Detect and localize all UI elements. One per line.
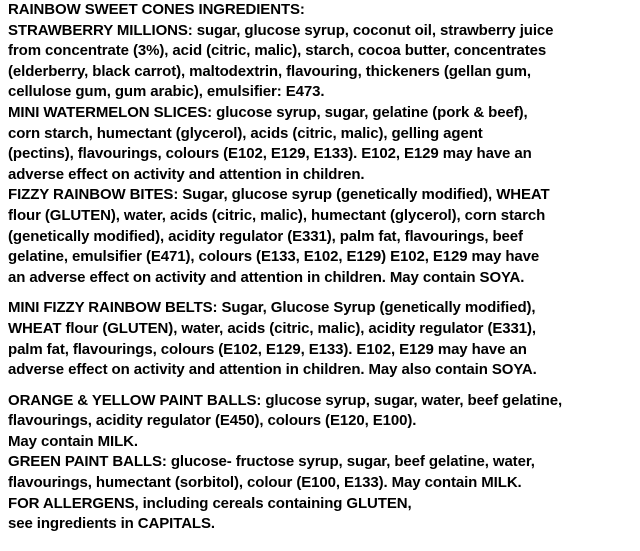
text-line: STRAWBERRY MILLIONS: sugar, glucose syrup, coconut oil, strawberry juice [8,21,554,39]
text-line: flavourings, acidity regulator (E450), colours (E120, E100). [8,412,417,430]
text-line: (elderberry, black carrot), maltodextrin, flavouring, thickeners (gellan gum, [8,62,531,80]
text-line: GREEN PAINT BALLS: glucose- fructose syrup, sugar, beef gelatine, water, [8,453,535,471]
ingredients-label [8,0,638,535]
text-line: an adverse effect on activity and attention in children. May contain SOYA. [8,268,525,286]
text-line: from concentrate (3%), acid (citric, malic), starch, cocoa butter, concentrates [8,42,547,60]
text-line: May contain MILK. [8,432,138,450]
text-line: FIZZY RAINBOW BITES: Sugar, glucose syrup (genetically modified), WHEAT [8,186,550,204]
text-line: flavourings, humectant (sorbitol), colour (E100, E133). May contain MILK. [8,474,522,492]
section-orange-yellow-paint-balls [8,391,638,453]
section-mini-fizzy-rainbow-belts [8,298,638,380]
label-title: RAINBOW SWEET CONES INGREDIENTS: [8,1,305,18]
text-line: see ingredients in CAPITALS. [8,515,215,533]
text-line: gelatine, emulsifier (E471), colours (E133, E102, E129) E102, E129 may have [8,248,540,266]
text-line: (pectins), flavourings, colours (E102, E129, E133). E102, E129 may have an [8,145,532,163]
section-fizzy-rainbow-bites [8,185,638,288]
text-line: adverse effect on activity and attention in children. [8,165,365,183]
text-line: corn starch, humectant (glycerol), acids (citric, malic), gelling agent [8,124,483,142]
section-green-paint-balls [8,452,638,493]
text-line: cellulose gum, gum arabic), emulsifier: E473. [8,83,325,101]
section-allergen-advice [8,494,638,535]
text-line: (genetically modified), acidity regulator (E331), palm fat, flavourings, beef [8,227,523,245]
text-line: ORANGE & YELLOW PAINT BALLS: glucose syrup, sugar, water, beef gelatine, [8,391,563,409]
text-line: flour (GLUTEN), water, acids (citric, malic), humectant (glycerol), corn starch [8,206,546,224]
text-line: WHEAT flour (GLUTEN), water, acids (citric, malic), acidity regulator (E331), [8,319,536,337]
text-line: MINI WATERMELON SLICES: glucose syrup, sugar, gelatine (pork & beef), [8,103,528,121]
text-line: FOR ALLERGENS, including cereals containing GLUTEN, [8,494,412,512]
text-line: adverse effect on activity and attention in children. May also contain SOYA. [8,361,537,379]
text-line: palm fat, flavourings, colours (E102, E129, E133). E102, E129 may have an [8,340,527,358]
section-mini-watermelon-slices [8,103,638,185]
label-title-block [8,0,638,21]
text-line: MINI FIZZY RAINBOW BELTS: Sugar, Glucose Syrup (genetically modified), [8,299,536,317]
section-strawberry-millions [8,21,638,103]
